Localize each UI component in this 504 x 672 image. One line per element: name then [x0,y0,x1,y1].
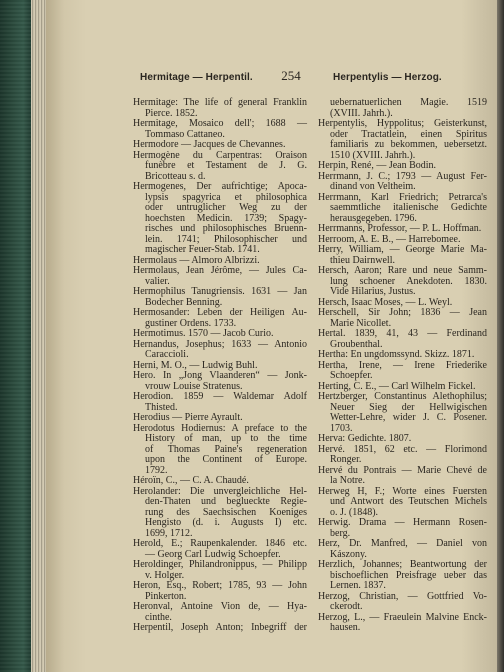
lexicon-entry [133,623,307,634]
entry-continuation-line: dinand von Veltheim. [330,181,416,192]
entry-continuation-line: lein. 1741; Philosophischer und [145,233,307,245]
entry-headword-line: Hermitage, Mosaico dell'; 1688 — [133,118,307,129]
lexicon-entry [318,329,487,350]
lexicon-entry [133,581,307,602]
entry-continuation-line: Pinkerton. [145,590,187,602]
entry-continuation-line: Pierce. 1852. [145,107,198,119]
entry-headword-line: Hervé. 1851, 62 etc. — Florimond [318,443,487,455]
entry-continuation-line: und Antwort des Teutschen Michels [330,496,487,507]
entry-continuation-line: o. J. (1848). [330,506,379,518]
lexicon-entry [318,350,487,361]
entry-headword-line: Herry, William, — George Marie Ma- [318,244,487,255]
entry-headword-line: Heron, Esq., Robert; 1785, 93 — John [133,580,307,591]
lexicon-entry [133,140,307,151]
entry-continuation-line: risches und philosophisches Bruenn- [145,223,307,234]
lexicon-entry [133,182,307,256]
lexicon-entry [318,224,487,235]
entry-headword-line: Hermophilus Tanugriensis. 1631 — Jan [133,286,307,297]
carried-over-line: (XVIII. Jahrh.). [330,107,393,119]
entry-continuation-line: Hengisto (d. i. Augusts I) etc. [145,517,307,528]
entry-headword-line: Hermogène du Carpentras: Oraison [133,149,307,161]
entry-continuation-line: Bodecher Benning. [145,296,223,308]
entry-continuation-line: hoechsten Medicin. 1739; Spagy- [145,212,307,224]
lexicon-entry [318,119,487,161]
entry-continuation-line: magischer Feuer-Stab. 1741. [145,244,260,255]
running-head-left: Hermitage — Herpentil. [140,72,253,83]
entry-headword-line: Herwig. Drama — Hermann Rosen- [318,517,487,528]
lexicon-entry [318,392,487,434]
entry-continuation-line: thieu Dairnwell. [330,254,395,266]
entry-headword-line: Hertal. 1839, 41, 43 — Ferdinand [318,328,487,339]
lexicon-entry [133,340,307,361]
lexicon-entry [133,539,307,560]
lexicon-entry [318,466,487,487]
entry-continuation-line: cinthe. [145,611,172,623]
entry-continuation-line: ckerodt. [330,601,363,612]
entry-continuation-line: hausen. [330,622,361,633]
entry-continuation-line: Thisted. [145,401,178,413]
lexicon-entry [318,613,487,634]
entry-continuation-line: 1699, 1712. [145,527,193,539]
entry-continuation-line: Schoepfer. [330,370,373,381]
entry-continuation-line: oder untruglicher Weg zu der [145,202,307,213]
entry-continuation-line: saemmtliche italienische Gedichte [330,202,487,213]
entry-headword-line: Herroom, A. E. B., — Harrebomee. [318,233,461,245]
entry-continuation-line: History of man, up to the time [145,433,307,444]
lexicon-entry [133,266,307,287]
entry-headword-line: Hersch, Isaac Moses, — L. Weyl. [318,296,453,308]
entry-continuation-line: Bricotteau s. d. [145,170,206,182]
entry-headword-line: Herzog, L., — Fraeulein Malvine Enck- [318,611,487,623]
lexicon-entry [318,445,487,466]
entry-headword-line: Hermosander: Leben der Heiligen Au- [133,307,307,318]
entry-headword-line: Heronval, Antoine Vion de, — Hya- [133,601,307,612]
entry-headword-line: Herni, M. O., — Ludwig Buhl. [133,359,258,371]
entry-headword-line: Herrmann, J. C.; 1793 — August Fer- [318,170,487,182]
entry-headword-line: Hersch, Aaron; Rare und neue Samm- [318,265,487,276]
lexicon-entry [133,424,307,477]
entry-headword-line: Hertha: En ungdomssynd. Skizz. 1871. [318,349,475,360]
entry-headword-line: Hero. In „Jong Vlaanderen“ — Jonk- [133,370,307,381]
entry-continuation-line: Marie Nicollet. [330,317,392,329]
entry-headword-line: Hermitage: The life of general Franklin [133,97,307,108]
right-column [318,98,487,634]
page-edge-shadow [497,0,504,672]
lexicon-entry [318,560,487,592]
entry-continuation-line: la Notre. [330,475,365,486]
entry-headword-line: Hertzberger, Constantinus Alethophilus; [318,391,487,402]
entry-continuation-line: herausgegeben. 1796. [330,212,417,224]
lexicon-entry [133,98,307,119]
entry-continuation-line: familiaris zu bekommen, uebersetzt. [330,139,487,150]
lexicon-entry [133,560,307,581]
lexicon-entry [318,308,487,329]
lexicon-entry [318,245,487,266]
entry-headword-line: Hertha, Irene, — Irene Friederike [318,359,487,371]
lexicon-entry [133,151,307,183]
lexicon-entry [318,161,487,172]
entry-headword-line: Hermodore — Jacques de Chevannes. [133,139,286,150]
entry-headword-line: Herschell, Sir John; 1836 — Jean [318,307,487,318]
entry-continuation-line: Lernen. 1837. [330,580,386,591]
entry-continuation-line: of Thomas Paine's regeneration [145,443,307,455]
entry-continuation-line: Neuer Sieg der Hellwigischen [330,401,487,413]
entry-headword-line: Herzlich, Johannes; Beantwortung der [318,559,487,570]
entry-headword-line: Herolander: Die unvergleichliche Hel- [133,485,307,497]
entry-headword-line: Hermogenes, Der aufrichtige; Apoca- [133,181,307,192]
entry-headword-line: Herpentylis, Hyppolitus; Geisterkunst, [318,118,487,129]
lexicon-entry [133,329,307,340]
book-page [46,0,497,672]
lexicon-entry [318,592,487,613]
lexicon-entry [318,361,487,382]
lexicon-entry [133,371,307,392]
entry-continuation-line: Tommaso Cattaneo. [145,128,225,140]
lexicon-entry [133,476,307,487]
lexicon-entry [133,308,307,329]
entry-continuation-line: Wetter-Lehre, wider J. C. Posener. [330,412,487,423]
running-head-right: Herpentylis — Herzog. [333,72,442,83]
lexicon-entry [133,413,307,424]
entry-headword-line: Hernandus, Josephus; 1633 — Antonio [133,338,307,350]
entry-continuation-line: — Georg Carl Ludwig Schoepfer. [145,548,281,560]
entry-headword-line: Herz, Dr. Manfred, — Daniel von [318,538,487,549]
entry-continuation-line: Caraccioli. [145,349,189,360]
lexicon-entry [318,266,487,298]
entry-headword-line: Herzog, Christian, — Gottfried Vo- [318,590,487,602]
entry-continuation-line: 1703. [330,422,353,434]
lexicon-entry [133,487,307,540]
entry-continuation-line: upon the Continent of Europe. [145,454,307,465]
entry-continuation-line: oder Tractatlein, einen Spiritus [330,128,487,140]
entry-continuation-line: lypsis spagyrica et philosophica [145,191,307,203]
entry-continuation-line: Kászony. [330,548,367,560]
lexicon-entry [133,392,307,413]
entry-headword-line: Herrmanns, Professor, — P. L. Hoffman. [318,223,482,234]
lexicon-entry [133,119,307,140]
entry-headword-line: Hermolaus, Jean Jérôme, — Jules Ca- [133,265,307,276]
entry-headword-line: Herodion. 1859 — Waldemar Adolf [133,391,307,402]
lexicon-entry [318,193,487,225]
entry-continuation-line: v. Holger. [145,569,185,581]
entry-continuation-line: Groubenthal. [330,338,383,350]
entry-headword-line: Herrmann, Karl Friedrich; Petrarca's [318,191,487,203]
entry-continuation-line: Ronger. [330,454,362,465]
page-stack-edge [31,0,47,672]
entry-continuation-line: bischoeflichen Preisfrage ueber das [330,569,487,581]
entry-headword-line: Herpin, René, — Jean Bodin. [318,160,437,171]
entry-continuation-line: gustiner Ordens. 1733. [145,317,237,329]
carried-over-line: uebernatuerlichen Magie. 1519 [330,97,487,108]
entry-headword-line: Herting, C. E., — Carl Wilhelm Fickel. [318,380,476,392]
book-cover-edge [0,0,31,672]
entry-headword-line: Herodius — Pierre Ayrault. [133,412,243,423]
entry-headword-line: Hermolaus — Almoro Albrizzi. [133,254,260,266]
entry-headword-line: Hermotimus. 1570 — Jacob Curio. [133,328,274,339]
entry-headword-line: Herweg H, F.; Worte eines Fuersten [318,485,487,497]
page-number: 254 [281,68,301,83]
lexicon-entry [318,434,487,445]
entry-continuation-line: rung des Saechsischen Koeniges [145,506,307,518]
lexicon-entry [318,487,487,519]
lexicon-entry [133,602,307,623]
entry-headword-line: Heroldinger, Philandronippus, — Philipp [133,559,307,570]
lexicon-entry [318,539,487,560]
lexicon-entry [318,518,487,539]
entry-continuation-line: 1792. [145,464,168,476]
entry-headword-line: Hervé du Pontrais — Marie Chevé de [318,464,487,476]
entry-headword-line: Herodotus Hodiernus: A preface to the [133,422,307,434]
entry-continuation-line: berg. [330,527,351,539]
entry-headword-line: Herpentil, Joseph Anton; Inbegriff der [133,622,307,633]
entry-headword-line: Herold, E.; Raupenkalender. 1846 etc. [133,538,307,549]
entry-continuation-line: vrouw Louise Stratenus. [145,380,243,392]
left-column [133,98,307,634]
entry-continuation-line: funèbre et Testament de J. G. [145,160,307,171]
lexicon-entry [318,172,487,193]
entry-continuation-line: Vide Hilarius, Justus. [330,286,416,297]
entry-headword-line: Herva: Gedichte. 1807. [318,433,412,444]
carried-over-entry [318,98,487,119]
entry-continuation-line: den-Thaten und beglueckte Regie- [145,496,307,507]
entry-headword-line: Héroïn, C., — C. A. Chaudé. [133,475,249,486]
entry-continuation-line: 1510 (XVIII. Jahrh.). [330,149,416,161]
entry-continuation-line: valier. [145,275,170,287]
lexicon-entry [133,287,307,308]
entry-continuation-line: lung schoener Anekdoten. 1830. [330,275,487,287]
